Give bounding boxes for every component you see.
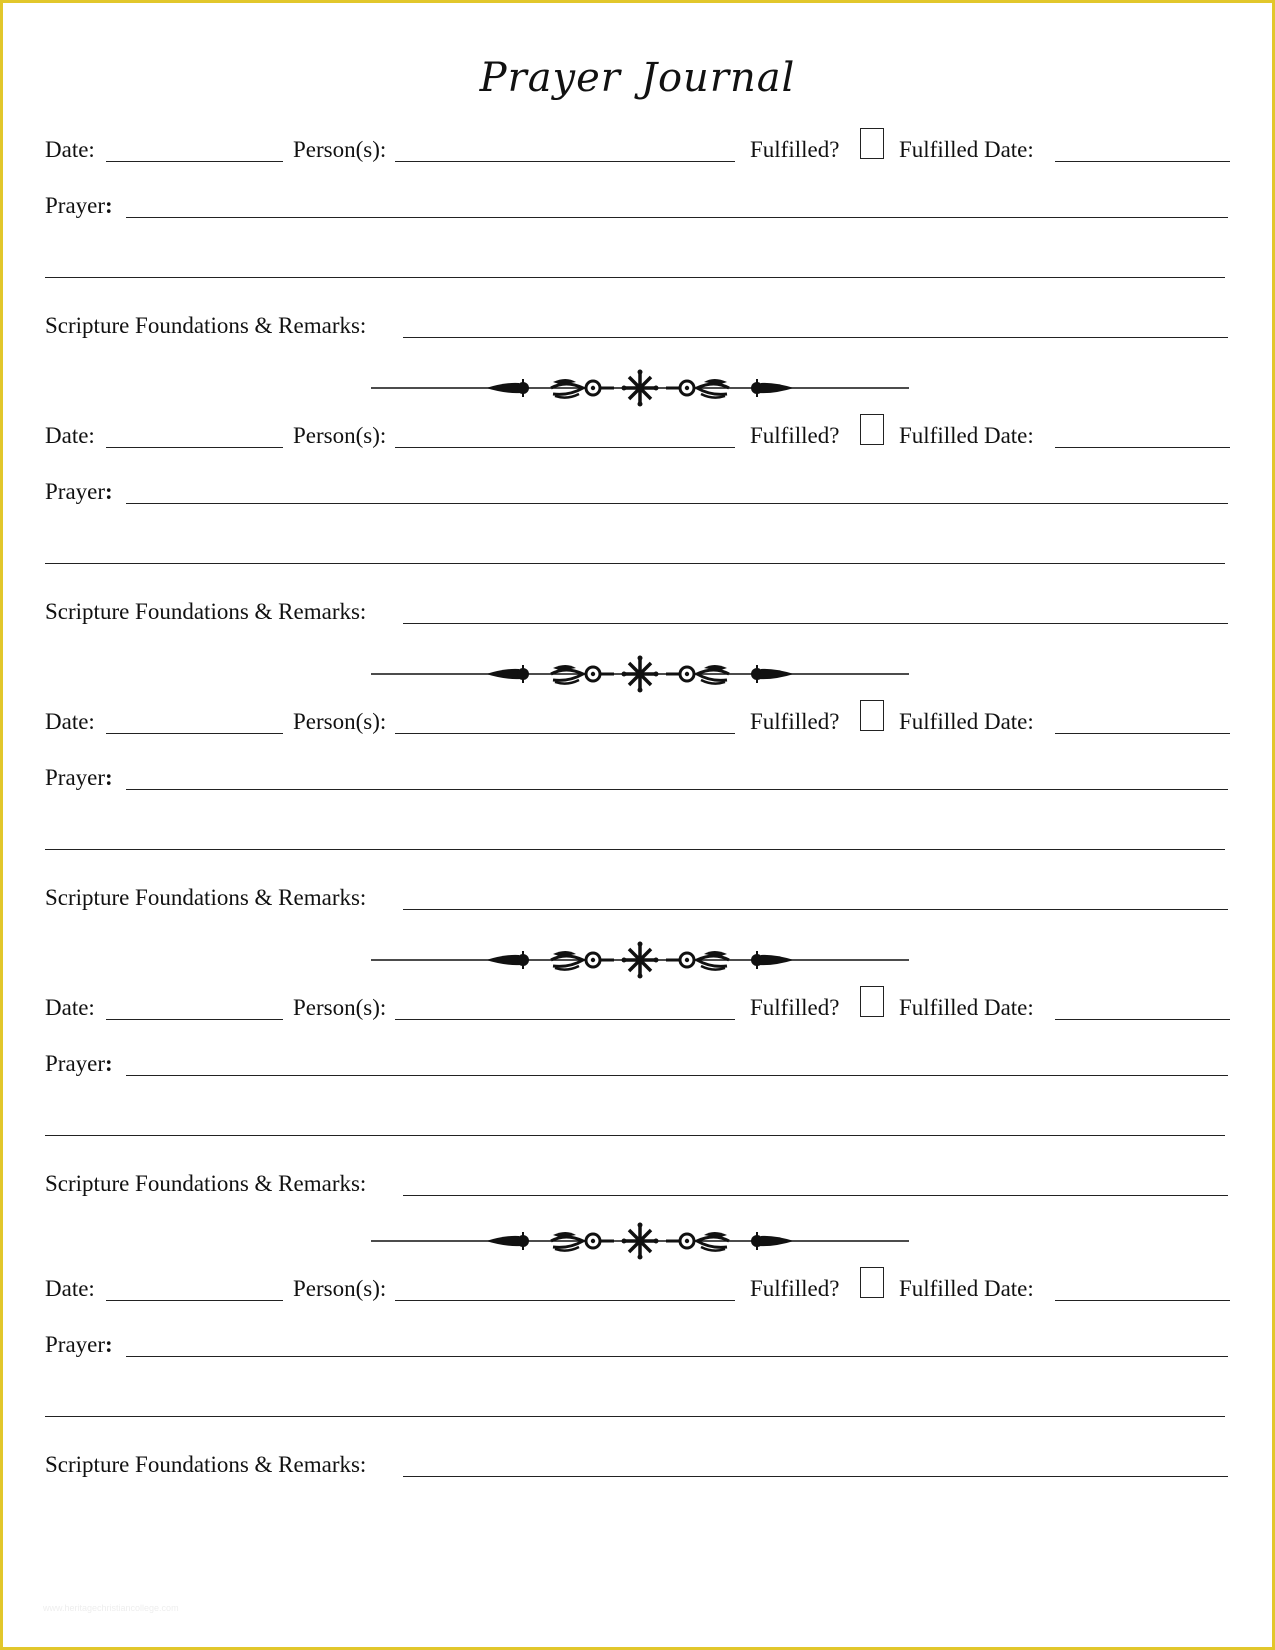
journal-entry-4 bbox=[3, 861, 1272, 1196]
scripture-label: Scripture Foundations & Remarks: bbox=[45, 313, 367, 338]
fulfilled-label: Fulfilled? bbox=[750, 709, 840, 734]
date-field[interactable] bbox=[106, 1019, 283, 1020]
prayer-field-line-2[interactable] bbox=[45, 1135, 1225, 1136]
prayer-field-line-2[interactable] bbox=[45, 277, 1225, 278]
journal-entry-2 bbox=[3, 289, 1272, 624]
fulfilled-date-field[interactable] bbox=[1055, 161, 1230, 162]
date-label: Date: bbox=[45, 995, 95, 1020]
date-label: Date: bbox=[45, 137, 95, 162]
scripture-label: Scripture Foundations & Remarks: bbox=[45, 885, 367, 910]
fulfilled-checkbox[interactable] bbox=[860, 700, 884, 731]
prayer-field-line-1[interactable] bbox=[126, 789, 1228, 790]
prayer-field-line-1[interactable] bbox=[126, 217, 1228, 218]
prayer-field-line-1[interactable] bbox=[126, 1075, 1228, 1076]
prayer-label bbox=[45, 193, 113, 219]
prayer-label-text: Prayer bbox=[45, 1051, 106, 1076]
prayer-field-line-1[interactable] bbox=[126, 1356, 1228, 1357]
persons-label: Person(s): bbox=[293, 995, 387, 1020]
scripture-field[interactable] bbox=[403, 1476, 1228, 1477]
fulfilled-date-label: Fulfilled Date: bbox=[899, 423, 1034, 448]
fulfilled-checkbox[interactable] bbox=[860, 986, 884, 1017]
fulfilled-date-label: Fulfilled Date: bbox=[899, 137, 1034, 162]
prayer-field-line-1[interactable] bbox=[126, 503, 1228, 504]
fulfilled-label: Fulfilled? bbox=[750, 423, 840, 448]
fulfilled-checkbox[interactable] bbox=[860, 414, 884, 445]
date-label: Date: bbox=[45, 1276, 95, 1301]
fulfilled-checkbox[interactable] bbox=[860, 1267, 884, 1298]
fulfilled-date-field[interactable] bbox=[1055, 1300, 1230, 1301]
title-word-prayer: Prayer bbox=[479, 55, 621, 101]
fulfilled-date-field[interactable] bbox=[1055, 733, 1230, 734]
fulfilled-label: Fulfilled? bbox=[750, 995, 840, 1020]
date-label: Date: bbox=[45, 709, 95, 734]
prayer-field-line-2[interactable] bbox=[45, 1416, 1225, 1417]
fulfilled-checkbox[interactable] bbox=[860, 128, 884, 159]
date-field[interactable] bbox=[106, 1300, 283, 1301]
prayer-label bbox=[45, 1051, 113, 1077]
prayer-field-line-2[interactable] bbox=[45, 849, 1225, 850]
prayer-label-colon: : bbox=[105, 1051, 113, 1076]
fulfilled-date-label: Fulfilled Date: bbox=[899, 709, 1034, 734]
fulfilled-label: Fulfilled? bbox=[750, 1276, 840, 1301]
fulfilled-label: Fulfilled? bbox=[750, 137, 840, 162]
persons-field[interactable] bbox=[395, 733, 735, 734]
date-field[interactable] bbox=[106, 447, 283, 448]
prayer-label-colon: : bbox=[105, 193, 113, 218]
journal-entry-5 bbox=[3, 1142, 1272, 1477]
date-label: Date: bbox=[45, 423, 95, 448]
persons-label: Person(s): bbox=[293, 709, 387, 734]
fulfilled-date-label: Fulfilled Date: bbox=[899, 995, 1034, 1020]
persons-field[interactable] bbox=[395, 1300, 735, 1301]
date-field[interactable] bbox=[106, 161, 283, 162]
prayer-label-text: Prayer bbox=[45, 1332, 106, 1357]
date-field[interactable] bbox=[106, 733, 283, 734]
prayer-label-colon: : bbox=[105, 1332, 113, 1357]
prayer-label bbox=[45, 479, 113, 505]
prayer-label-colon: : bbox=[105, 479, 113, 504]
persons-field[interactable] bbox=[395, 447, 735, 448]
prayer-field-line-2[interactable] bbox=[45, 563, 1225, 564]
scripture-label: Scripture Foundations & Remarks: bbox=[45, 599, 367, 624]
prayer-label bbox=[45, 765, 113, 791]
prayer-label bbox=[45, 1332, 113, 1358]
journal-entry-1 bbox=[3, 3, 1272, 338]
persons-field[interactable] bbox=[395, 1019, 735, 1020]
prayer-label-text: Prayer bbox=[45, 765, 106, 790]
journal-entry-3 bbox=[3, 575, 1272, 910]
scripture-label: Scripture Foundations & Remarks: bbox=[45, 1171, 367, 1196]
title-word-journal: Journal bbox=[640, 55, 796, 101]
fulfilled-date-label: Fulfilled Date: bbox=[899, 1276, 1034, 1301]
persons-label: Person(s): bbox=[293, 1276, 387, 1301]
persons-label: Person(s): bbox=[293, 423, 387, 448]
scripture-label: Scripture Foundations & Remarks: bbox=[45, 1452, 367, 1477]
fulfilled-date-field[interactable] bbox=[1055, 1019, 1230, 1020]
prayer-label-colon: : bbox=[105, 765, 113, 790]
persons-field[interactable] bbox=[395, 161, 735, 162]
prayer-label-text: Prayer bbox=[45, 479, 106, 504]
fulfilled-date-field[interactable] bbox=[1055, 447, 1230, 448]
persons-label: Person(s): bbox=[293, 137, 387, 162]
prayer-label-text: Prayer bbox=[45, 193, 106, 218]
watermark: www.heritagechristiancollege.com bbox=[43, 1603, 179, 1613]
